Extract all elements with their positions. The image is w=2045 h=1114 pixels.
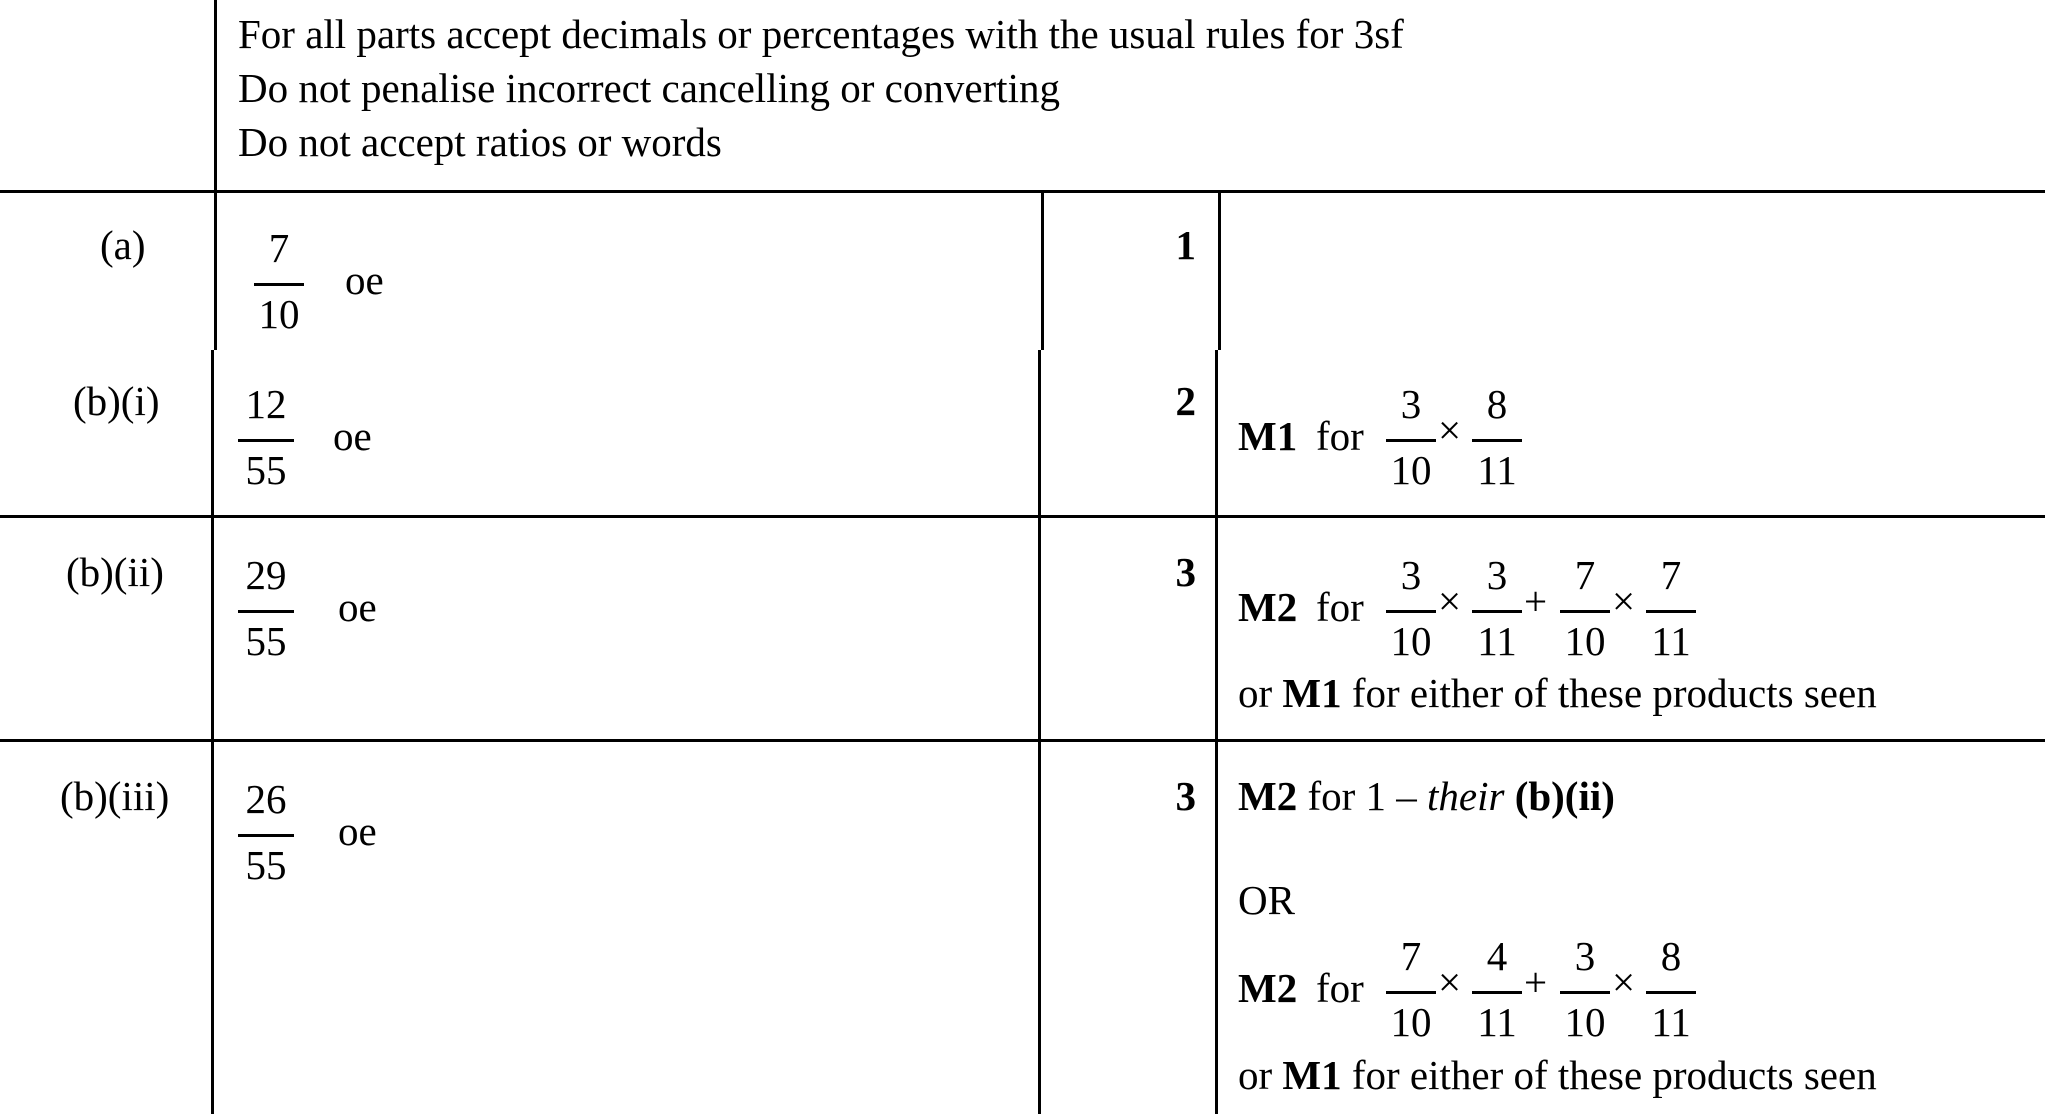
answer-suffix-a: oe — [345, 257, 384, 303]
guidance-term-b-ii-3 — [1560, 552, 1610, 665]
fraction-denominator: 11 — [1477, 618, 1517, 664]
fraction-numerator: 12 — [245, 381, 287, 427]
fraction-numerator: 7 — [1660, 552, 1682, 598]
col-divider-2-top — [1041, 192, 1044, 350]
header-note-2: Do not penalise incorrect cancelling or converting — [238, 65, 1060, 111]
answer-suffix-b-ii: oe — [338, 584, 377, 630]
fraction-bar — [1472, 439, 1522, 442]
mark-b-ii: 3 — [1175, 549, 1196, 595]
times-operator: × — [1612, 959, 1636, 1005]
times-operator: × — [1438, 407, 1462, 453]
guidance-m2-label-b-ii: M2 — [1238, 584, 1298, 630]
their-word: their — [1427, 773, 1505, 819]
guidance-term-b-iii-2 — [1472, 933, 1522, 1046]
or-word: or — [1238, 1052, 1273, 1098]
col-divider-3-top — [1218, 192, 1221, 350]
fraction-denominator: 10 — [1390, 999, 1432, 1045]
fraction-numerator: 29 — [245, 552, 287, 598]
mark-b-iii: 3 — [1175, 773, 1196, 819]
guidance-term-b-iii-4 — [1646, 933, 1696, 1046]
col-divider-3 — [1215, 350, 1218, 1114]
fraction-denominator: 10 — [1390, 447, 1432, 493]
fraction-denominator: 10 — [258, 291, 300, 337]
fraction-bar — [1646, 991, 1696, 994]
part-label-b-i: (b)(i) — [73, 378, 160, 424]
answer-fraction-b-ii — [238, 552, 294, 665]
fraction-bar — [238, 439, 294, 442]
fraction-numerator: 3 — [1400, 552, 1422, 598]
part-label-b-ii: (b)(ii) — [66, 549, 164, 595]
guidance-term-b-i-2 — [1472, 381, 1522, 494]
guidance-for-b-iii: for — [1316, 965, 1364, 1011]
plus-operator: + — [1524, 959, 1548, 1005]
col-divider-1 — [211, 350, 214, 1114]
fraction-denominator: 55 — [245, 842, 287, 888]
guidance-line1-b-iii — [1238, 773, 1615, 819]
part-reference: (b)(ii) — [1514, 773, 1615, 819]
fraction-denominator: 10 — [1390, 618, 1432, 664]
guidance-term-b-ii-1 — [1386, 552, 1436, 665]
col-divider-1-top — [214, 0, 217, 350]
fraction-bar — [1646, 610, 1696, 613]
row-rule-b-ii — [0, 739, 2045, 742]
guidance-term-b-i-1 — [1386, 381, 1436, 494]
col-divider-2 — [1038, 350, 1041, 1114]
guidance-term-b-ii-2 — [1472, 552, 1522, 665]
m2-label: M2 — [1238, 773, 1298, 819]
fraction-numerator: 7 — [1574, 552, 1596, 598]
fraction-denominator: 10 — [1564, 618, 1606, 664]
fraction-bar — [1386, 991, 1436, 994]
fraction-bar — [1472, 991, 1522, 994]
fraction-numerator: 7 — [268, 225, 290, 271]
fraction-bar — [1472, 610, 1522, 613]
fraction-bar — [238, 834, 294, 837]
mark-b-i: 2 — [1175, 378, 1196, 424]
part-label-b-iii: (b)(iii) — [60, 773, 170, 819]
guidance-for-b-i: for — [1316, 413, 1364, 459]
m1-label: M1 — [1282, 1052, 1342, 1098]
guidance-m1-label-b-i: M1 — [1238, 413, 1298, 459]
header-bottom-rule — [0, 190, 2045, 193]
alt-text: for either of these products seen — [1351, 670, 1877, 716]
answer-fraction-a — [254, 225, 304, 338]
fraction-bar — [1560, 610, 1610, 613]
plus-operator: + — [1524, 578, 1548, 624]
part-label-a: (a) — [100, 222, 146, 268]
fraction-numerator: 7 — [1400, 933, 1422, 979]
fraction-bar — [1560, 991, 1610, 994]
answer-suffix-b-iii: oe — [338, 808, 377, 854]
m1-label: M1 — [1282, 670, 1342, 716]
fraction-numerator: 3 — [1400, 381, 1422, 427]
guidance-term-b-ii-4 — [1646, 552, 1696, 665]
mark-a: 1 — [1175, 222, 1196, 268]
times-operator: × — [1438, 578, 1462, 624]
fraction-bar — [254, 283, 304, 286]
guidance-alt-line-b-iii — [1238, 1052, 1877, 1098]
fraction-bar — [1386, 610, 1436, 613]
row-rule-b-i — [0, 515, 2045, 518]
guidance-alt-line-b-ii — [1238, 670, 1877, 716]
answer-fraction-b-iii — [238, 776, 294, 889]
fraction-bar — [238, 610, 294, 613]
answer-fraction-b-i — [238, 381, 294, 494]
for-one-minus: for 1 – — [1307, 773, 1417, 819]
fraction-denominator: 11 — [1651, 618, 1691, 664]
times-operator: × — [1438, 959, 1462, 1005]
fraction-denominator: 55 — [245, 447, 287, 493]
fraction-numerator: 4 — [1486, 933, 1508, 979]
guidance-term-b-iii-1 — [1386, 933, 1436, 1046]
fraction-numerator: 8 — [1486, 381, 1508, 427]
fraction-denominator: 55 — [245, 618, 287, 664]
header-note-1: For all parts accept decimals or percentages with the usual rules for 3sf — [238, 11, 1404, 57]
alt-text: for either of these products seen — [1351, 1052, 1877, 1098]
fraction-bar — [1386, 439, 1436, 442]
guidance-for-b-ii: for — [1316, 584, 1364, 630]
fraction-denominator: 11 — [1651, 999, 1691, 1045]
fraction-numerator: 26 — [245, 776, 287, 822]
guidance-term-b-iii-3 — [1560, 933, 1610, 1046]
guidance-m2-label-b-iii: M2 — [1238, 965, 1298, 1011]
header-note-3: Do not accept ratios or words — [238, 119, 722, 165]
fraction-denominator: 10 — [1564, 999, 1606, 1045]
times-operator: × — [1612, 578, 1636, 624]
or-separator: OR — [1238, 877, 1295, 923]
fraction-numerator: 8 — [1660, 933, 1682, 979]
fraction-denominator: 11 — [1477, 447, 1517, 493]
answer-suffix-b-i: oe — [333, 413, 372, 459]
fraction-denominator: 11 — [1477, 999, 1517, 1045]
fraction-numerator: 3 — [1574, 933, 1596, 979]
fraction-numerator: 3 — [1486, 552, 1508, 598]
or-word: or — [1238, 670, 1273, 716]
